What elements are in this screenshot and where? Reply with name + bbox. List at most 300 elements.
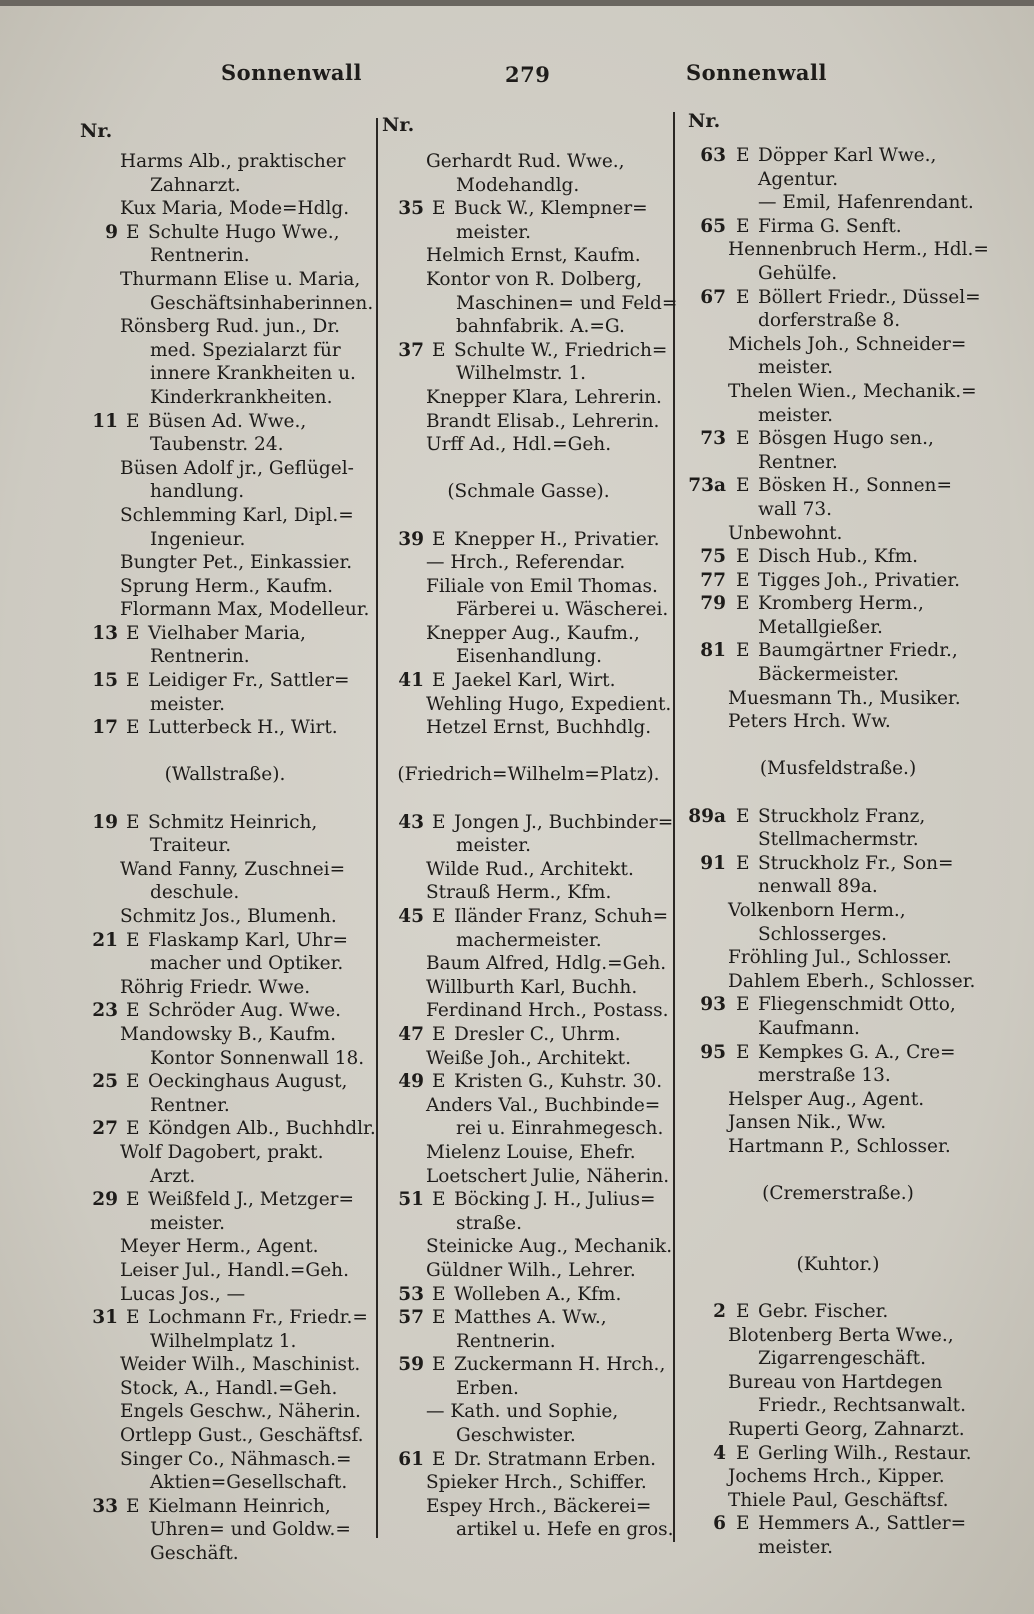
resident-entry (688, 380, 988, 404)
resident-entry (688, 262, 988, 286)
entry-continuation: Arzt. (150, 1165, 196, 1187)
house-entry (688, 286, 988, 310)
entry-text: Bösgen Hugo sen., (758, 428, 934, 450)
column-1 (80, 150, 376, 1566)
resident-entry (688, 238, 988, 262)
resident-entry (688, 923, 988, 947)
street-name: (Kuhtor.) (796, 1253, 880, 1275)
entry-text: Knepper H., Privatier. (454, 528, 660, 550)
resident-entry (80, 1094, 370, 1118)
entry-continuation: meister. (758, 404, 833, 426)
house-number: 59 (398, 1354, 424, 1376)
house-number: 61 (398, 1448, 424, 1470)
resident-entry (80, 504, 370, 528)
entry-text: Steinicke Aug., Mechanik. (426, 1236, 673, 1258)
entry-text: Leidiger Fr., Sattler= (148, 670, 350, 692)
entry-continuation: nenwall 89a. (758, 876, 878, 898)
entry-continuation: Taubenstr. 24. (150, 434, 284, 456)
resident-entry (386, 716, 671, 740)
house-entry (386, 1070, 671, 1094)
entry-text: Böcking J. H., Julius= (454, 1189, 656, 1211)
owner-marker: E (432, 1307, 446, 1329)
resident-entry (80, 834, 370, 858)
entry-continuation: Schlosserges. (758, 923, 887, 945)
entry-text: Wolf Dagobert, prakt. (120, 1141, 324, 1163)
resident-entry (688, 309, 988, 333)
entry-text: Urff Ad., Hdl.=Geh. (426, 434, 612, 456)
entry-text: Baumgärtner Friedr., (758, 640, 958, 662)
house-number: 17 (92, 717, 118, 739)
entry-text: Knepper Aug., Kaufm., (426, 622, 640, 644)
resident-entry (688, 404, 988, 428)
entry-continuation: Rentner. (758, 451, 838, 473)
resident-entry (80, 197, 370, 221)
resident-entry (688, 356, 988, 380)
entry-continuation: Rentner. (150, 1094, 230, 1116)
blank-line (688, 1277, 988, 1301)
owner-marker: E (736, 145, 750, 166)
resident-entry (386, 386, 671, 410)
entry-text: Kielmann Heinrich, (148, 1495, 331, 1517)
entry-text: Leiser Jul., Handl.=Geh. (120, 1259, 349, 1281)
resident-entry (386, 693, 671, 717)
street-name: (Wallstraße). (164, 764, 286, 786)
entry-continuation: Wilhelmplatz 1. (150, 1330, 297, 1352)
resident-entry (80, 268, 370, 292)
resident-entry (386, 999, 671, 1023)
blank-line (386, 457, 671, 481)
house-number: 2 (713, 1301, 726, 1323)
blank-line (386, 740, 671, 764)
column-divider (376, 118, 378, 1538)
resident-entry (80, 1448, 370, 1472)
resident-entry (386, 1330, 671, 1354)
owner-marker: E (432, 1189, 446, 1211)
resident-entry (386, 598, 671, 622)
house-entry (80, 999, 370, 1023)
house-entry (688, 1442, 988, 1466)
house-number: 27 (92, 1118, 118, 1140)
entry-continuation: Geschwister. (456, 1425, 576, 1447)
owner-marker: E (126, 717, 140, 739)
entry-text: Ferdinand Hrch., Postass. (426, 1000, 669, 1022)
resident-entry (688, 899, 988, 923)
house-entry (688, 215, 988, 239)
house-entry (80, 929, 370, 953)
resident-entry (80, 1424, 370, 1448)
entry-text: Michels Joh., Schneider= (728, 333, 967, 355)
resident-entry (386, 881, 671, 905)
owner-marker: E (126, 1189, 140, 1211)
house-entry (386, 1306, 671, 1330)
entry-text: Wilde Rud., Architekt. (426, 858, 634, 880)
owner-marker: E (432, 339, 446, 361)
resident-entry (80, 1165, 370, 1189)
entry-continuation: med. Spezialarzt für (150, 339, 341, 361)
resident-entry (688, 498, 988, 522)
entry-text: Firma G. Senft. (758, 215, 902, 237)
owner-marker: E (736, 852, 750, 874)
resident-entry (688, 1347, 988, 1371)
house-number: 31 (92, 1307, 118, 1329)
resident-entry (688, 1088, 988, 1112)
owner-marker: E (736, 805, 750, 827)
house-entry (688, 592, 988, 616)
house-entry (386, 1188, 671, 1212)
resident-entry (688, 168, 988, 192)
resident-entry (80, 150, 370, 174)
resident-entry (80, 952, 370, 976)
resident-entry (80, 645, 370, 669)
resident-entry (386, 1165, 671, 1189)
resident-entry (688, 828, 988, 852)
entry-continuation: meister. (758, 357, 833, 379)
entry-text: Thurmann Elise u. Maria, (120, 268, 361, 290)
entry-text: Gerling Wilh., Restaur. (758, 1442, 972, 1464)
entry-text: Gerhardt Rud. Wwe., (426, 151, 625, 172)
house-entry (688, 805, 988, 829)
house-entry (80, 716, 370, 740)
house-number: 93 (700, 994, 726, 1016)
entry-text: Jansen Nik., Ww. (728, 1112, 887, 1134)
entry-text: Bureau von Hartdegen (728, 1371, 943, 1393)
entry-text: Helmich Ernst, Kaufm. (426, 245, 641, 267)
house-entry (688, 852, 988, 876)
resident-entry (80, 976, 370, 1000)
entry-text: Böllert Friedr., Düssel= (758, 286, 981, 308)
entry-text: Zuckermann H. Hrch., (454, 1354, 666, 1376)
entry-text: Iländer Franz, Schuh= (454, 906, 669, 927)
resident-entry (386, 929, 671, 953)
house-number: 67 (700, 286, 726, 308)
entry-continuation: straße. (456, 1212, 522, 1234)
house-entry (688, 545, 988, 569)
house-number: 53 (398, 1283, 424, 1305)
house-number: 33 (92, 1495, 118, 1517)
entry-text: Kromberg Herm., (758, 593, 924, 615)
owner-marker: E (432, 1448, 446, 1470)
house-entry (386, 905, 671, 929)
house-number: 13 (92, 622, 118, 644)
house-entry (688, 474, 988, 498)
entry-text: Wehling Hugo, Expedient. (426, 693, 672, 715)
house-entry (688, 427, 988, 451)
resident-entry (386, 410, 671, 434)
running-head-left: Sonnenwall (221, 60, 362, 85)
entry-text: Baum Alfred, Hdlg.=Geh. (426, 953, 667, 975)
entry-text: Volkenborn Herm., (728, 900, 906, 921)
house-entry (688, 639, 988, 663)
entry-text: Mandowsky B., Kaufm. (120, 1023, 337, 1045)
entry-continuation: Wilhelmstr. 1. (456, 363, 586, 385)
house-number: 51 (398, 1189, 424, 1211)
entry-continuation: handlung. (150, 481, 245, 503)
house-number: 73 (700, 428, 726, 450)
resident-entry (80, 598, 370, 622)
entry-text: Hennenbruch Herm., Hdl.= (728, 239, 989, 261)
entry-continuation: Erben. (456, 1377, 519, 1399)
house-entry (80, 1495, 370, 1519)
entry-text: Köndgen Alb., Buchhdlr. (148, 1118, 376, 1140)
entry-text: Disch Hub., Kfm. (758, 546, 919, 568)
resident-entry (688, 522, 988, 546)
resident-entry (80, 575, 370, 599)
resident-entry (688, 1536, 988, 1560)
entry-continuation: Uhren= und Goldw.= (150, 1519, 351, 1541)
house-entry (386, 811, 674, 835)
entry-text: Jongen J., Buchbinder= (454, 811, 674, 833)
entry-text: Hartmann P., Schlosser. (728, 1135, 951, 1157)
entry-text: Filiale von Emil Thomas. (426, 575, 658, 597)
blank-line (688, 1206, 988, 1230)
entry-text: Engels Geschw., Näherin. (120, 1401, 361, 1423)
house-number: 81 (700, 640, 726, 662)
owner-marker: E (126, 1307, 140, 1329)
resident-entry (80, 292, 374, 316)
house-entry (386, 1448, 671, 1472)
entry-text: Schmitz Jos., Blumenh. (120, 906, 337, 927)
resident-entry (80, 339, 370, 363)
entry-text: Vielhaber Maria, (148, 622, 306, 644)
owner-marker: E (126, 1071, 140, 1093)
house-number: 4 (713, 1442, 726, 1464)
owner-marker: E (432, 1023, 446, 1045)
owner-marker: E (126, 811, 140, 833)
entry-continuation: artikel u. Hefe en gros. (456, 1519, 674, 1541)
resident-entry (688, 1418, 988, 1442)
owner-marker: E (736, 640, 750, 662)
house-number: 79 (700, 593, 726, 615)
owner-marker: E (736, 1041, 750, 1063)
entry-text: Mielenz Louise, Ehefr. (426, 1141, 636, 1163)
entry-text: Matthes A. Ww., (454, 1307, 607, 1329)
entry-text: Dahlem Eberh., Schlosser. (728, 970, 976, 992)
entry-text: Ortlepp Gust., Geschäftsf. (120, 1425, 364, 1447)
house-entry (386, 669, 671, 693)
entry-text: Wand Fanny, Zuschnei= (120, 858, 346, 880)
house-entry (386, 339, 671, 363)
resident-entry (386, 433, 671, 457)
resident-entry (386, 1259, 671, 1283)
house-number: 43 (398, 811, 424, 833)
resident-entry (386, 268, 671, 292)
entry-continuation: Maschinen= und Feld= (456, 292, 678, 314)
resident-entry (688, 333, 988, 357)
entry-text: Hetzel Ernst, Buchhdlg. (426, 717, 652, 739)
entry-text: Bungter Pet., Einkassier. (120, 552, 353, 574)
resident-entry (80, 244, 370, 268)
resident-entry (688, 616, 988, 640)
entry-text: Wolleben A., Kfm. (454, 1283, 622, 1305)
entry-continuation: Metallgießer. (758, 616, 883, 638)
entry-continuation: — Emil, Hafenrendant. (758, 192, 974, 214)
owner-marker: E (126, 1000, 140, 1022)
street-heading (688, 1182, 988, 1206)
entry-text: Büsen Adolf jr., Geflügel- (120, 457, 354, 479)
owner-marker: E (432, 670, 446, 692)
resident-entry (80, 362, 370, 386)
house-number: 29 (92, 1189, 118, 1211)
entry-continuation: Rentnerin. (456, 1330, 556, 1352)
entry-text: Kux Maria, Mode=Hdlg. (120, 198, 350, 220)
entry-continuation: Zigarrengeschäft. (758, 1348, 926, 1370)
resident-entry (80, 174, 370, 198)
house-number: 63 (700, 145, 726, 166)
resident-entry (688, 1064, 988, 1088)
owner-marker: E (736, 1301, 750, 1323)
owner-marker: E (736, 994, 750, 1016)
entry-continuation: dorferstraße 8. (758, 310, 901, 332)
house-number: 21 (92, 929, 118, 951)
house-number: 9 (105, 221, 118, 243)
entry-text: Ruperti Georg, Zahnarzt. (728, 1419, 965, 1441)
resident-entry (80, 433, 370, 457)
house-number: 45 (398, 906, 424, 927)
entry-text: Flaskamp Karl, Uhr= (148, 929, 349, 951)
entry-continuation: Modehandlg. (456, 174, 580, 196)
house-number: 6 (713, 1513, 726, 1535)
entry-text: Kristen G., Kuhstr. 30. (454, 1071, 663, 1093)
entry-text: Dresler C., Uhrm. (454, 1023, 621, 1045)
blank-line (688, 1229, 988, 1253)
entry-text: Rönsberg Rud. jun., Dr. (120, 316, 341, 338)
entry-continuation: meister. (456, 221, 531, 243)
resident-entry (688, 1017, 988, 1041)
entry-text: Sprung Herm., Kaufm. (120, 575, 334, 597)
column-1-nr-label: Nr. (80, 120, 113, 142)
entry-text: Schröder Aug. Wwe. (148, 1000, 342, 1022)
owner-marker: E (432, 811, 446, 833)
owner-marker: E (432, 198, 446, 220)
house-number: 25 (92, 1071, 118, 1093)
entry-continuation: meister. (456, 835, 531, 857)
entry-text: Jaekel Karl, Wirt. (454, 670, 616, 692)
resident-entry (386, 622, 671, 646)
resident-entry (688, 875, 988, 899)
resident-entry (386, 858, 671, 882)
resident-entry (80, 1283, 370, 1307)
house-number: 73a (688, 475, 726, 497)
resident-entry (80, 1518, 370, 1542)
resident-entry (688, 451, 988, 475)
blank-line (386, 787, 671, 811)
house-entry (80, 1188, 370, 1212)
entry-text: Lutterbeck H., Wirt. (148, 717, 338, 739)
house-number: 91 (700, 852, 726, 874)
resident-entry (80, 1235, 370, 1259)
blank-line (688, 1159, 988, 1183)
entry-text: Schlemming Karl, Dipl.= (120, 504, 354, 526)
resident-entry (688, 663, 988, 687)
entry-text: Weider Wilh., Maschinist. (120, 1354, 361, 1376)
house-number: 23 (92, 1000, 118, 1022)
house-number: 35 (398, 198, 424, 220)
house-number: 77 (700, 569, 726, 591)
entry-continuation: meister. (150, 693, 225, 715)
column-2 (386, 150, 678, 1542)
house-entry (386, 197, 671, 221)
entry-text: Knepper Klara, Lehrerin. (426, 386, 662, 408)
house-number: 37 (398, 339, 424, 361)
resident-entry (80, 528, 370, 552)
resident-entry (80, 1330, 370, 1354)
owner-marker: E (736, 428, 750, 450)
resident-entry (80, 457, 370, 481)
entry-continuation: Aktien=Gesellschaft. (150, 1472, 348, 1494)
house-entry (688, 993, 988, 1017)
resident-entry (80, 1353, 370, 1377)
entry-continuation: Färberei u. Wäscherei. (456, 599, 669, 621)
entry-continuation: Stellmachermstr. (758, 829, 919, 851)
entry-text: Buck W., Klempner= (454, 198, 648, 220)
resident-entry (688, 1371, 988, 1395)
house-entry (80, 811, 370, 835)
entry-text: Fliegenschmidt Otto, (758, 994, 956, 1016)
owner-marker: E (736, 546, 750, 568)
entry-continuation: Ingenieur. (150, 528, 246, 550)
resident-entry (688, 710, 988, 734)
owner-marker: E (432, 906, 446, 927)
entry-text: Oeckinghaus August, (148, 1071, 348, 1093)
entry-text: Weißfeld J., Metzger= (148, 1189, 354, 1211)
resident-entry (386, 1495, 671, 1519)
resident-entry (386, 645, 671, 669)
entry-text: Büsen Ad. Wwe., (148, 410, 307, 432)
resident-entry (386, 244, 671, 268)
resident-entry (80, 1141, 370, 1165)
house-entry (386, 528, 671, 552)
owner-marker: E (736, 286, 750, 308)
entry-text: Harms Alb., praktischer (120, 151, 346, 172)
blank-line (80, 740, 370, 764)
resident-entry (386, 952, 671, 976)
scan-edge (0, 0, 1034, 6)
owner-marker: E (736, 593, 750, 615)
resident-entry (386, 1094, 671, 1118)
entry-text: Struckholz Fr., Son= (758, 852, 954, 874)
resident-entry (688, 1111, 988, 1135)
entry-continuation: Geschäftsinhaberinnen. (150, 292, 374, 314)
resident-entry (386, 1377, 671, 1401)
owner-marker: E (432, 1071, 446, 1093)
column-divider (673, 112, 675, 1542)
street-name: (Cremerstraße.) (762, 1183, 914, 1205)
entry-continuation: merstraße 13. (758, 1065, 891, 1087)
entry-continuation: Kontor Sonnenwall 18. (150, 1047, 365, 1069)
entry-text: Lochmann Fr., Friedr.= (148, 1307, 368, 1329)
house-number: 89a (688, 805, 726, 827)
street-heading (386, 480, 671, 504)
blank-line (386, 504, 671, 528)
resident-entry (80, 1047, 370, 1071)
entry-continuation: meister. (150, 1212, 225, 1234)
resident-entry (80, 315, 370, 339)
entry-continuation: Eisenhandlung. (456, 646, 602, 668)
house-entry (80, 1117, 376, 1141)
owner-marker: E (736, 475, 750, 497)
entry-text: Espey Hrch., Bäckerei= (426, 1495, 652, 1517)
house-entry (80, 622, 370, 646)
resident-entry (688, 1324, 988, 1348)
street-heading (386, 763, 671, 787)
house-number: 75 (700, 546, 726, 568)
page-number: 279 (505, 62, 551, 87)
entry-text: Unbewohnt. (728, 522, 843, 544)
entry-text: Hemmers A., Sattler= (758, 1513, 967, 1535)
entry-text: Röhrig Friedr. Wwe. (120, 976, 311, 998)
entry-text: Loetschert Julie, Näherin. (426, 1165, 670, 1187)
column-3-nr-label: Nr. (688, 110, 721, 132)
